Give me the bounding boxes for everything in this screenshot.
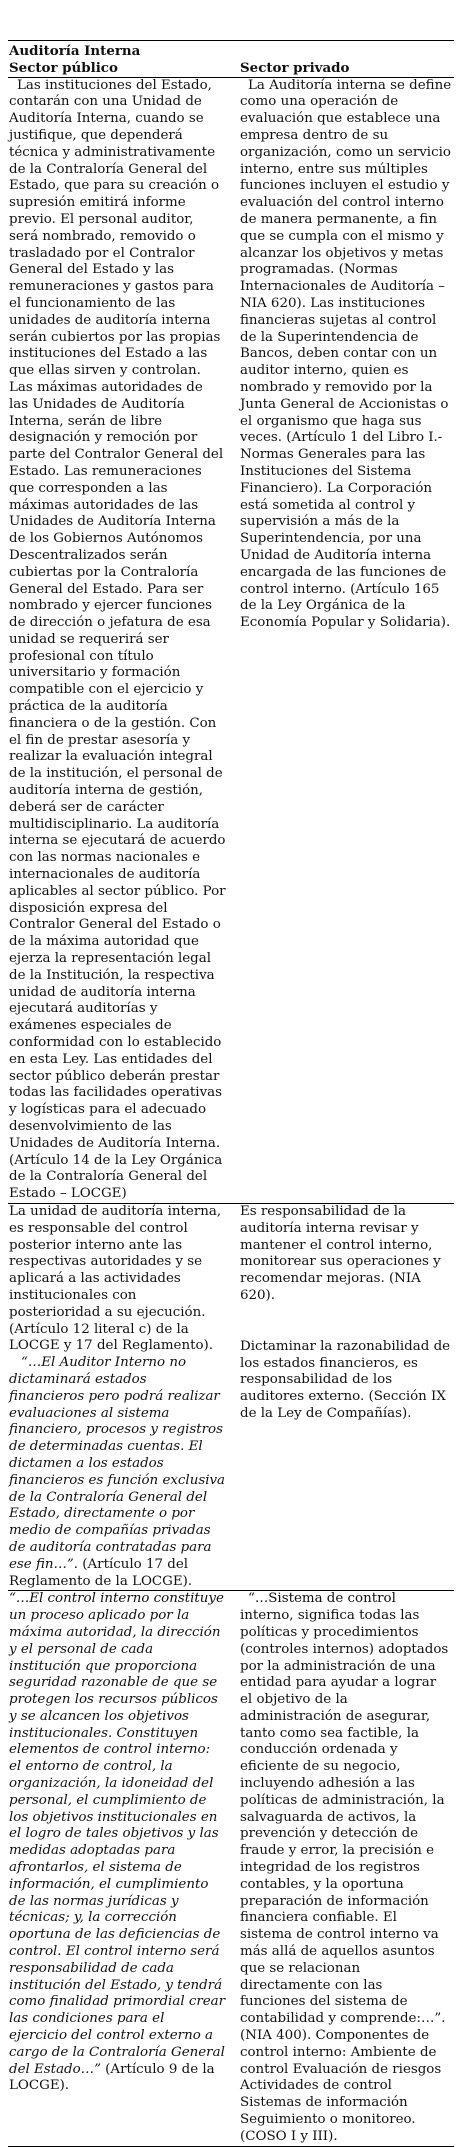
cell-private xyxy=(228,77,454,1203)
paragraph: La Auditoría interna se define como una operación de evaluación que establece una empresa dentro de su organización, como un servicio interno, entre sus múltiples funciones incluyen el estudio y evaluación del control interno de manera permanente, a fin que se cumpla con el mismo y alcanzar los objetivos y metas programadas. (Normas Internacionales de Auditoría – NIA 620). Las instituciones financieras sujetas al control de la Superintendencia de Bancos, deben contar con un auditor interno, quien es nombrado y removido por la Junta General de Accionistas o el organismo que haga sus veces. (Artículo 1 del Libro I.- Normas Generales para las Instituciones del Sistema Financiero). La Corporación está sometida al control y supervisión a más de la Superintendencia, por una Unidad de Auditoría interna encargada de las funciones de control interno. (Artículo 165 de la Ley Orgánica de la Economía Popular y Solidaria). xyxy=(240,77,452,631)
cell-private xyxy=(228,1203,454,1590)
column-header-private: Sector privado xyxy=(228,60,454,77)
citation-text: (Artículo 17 del Reglamento de la LOCGE). xyxy=(9,1556,193,1589)
cell-public xyxy=(8,1591,228,2146)
cell-public xyxy=(8,1203,228,1590)
cell-private xyxy=(228,1591,454,2146)
table-title-row xyxy=(8,41,454,60)
comparison-table xyxy=(8,40,454,2147)
quote-text: “…El Auditor Interno no dictaminará estados financieros pero podrá realizar evaluaciones al sistema financiero, procesos y registros de determinadas cuentas. El dictamen a los estados financieros es función exclusiva de la Contraloría General del Estado, directamente o por medio de compañías privadas de auditoría contratadas para ese fin…”. xyxy=(9,1355,226,1572)
document xyxy=(8,40,454,2147)
table-row xyxy=(8,1203,454,1590)
quote-text: “…El control interno constituye un proceso aplicado por la máxima autoridad, la dirección y el personal de cada institución que proporciona seguridad razonable de que se protegen los recursos públicos y se alcancen los objetivos institucionales. Constituyen elementos de control interno: el entorno de control, la organización, la idoneidad del personal, el cumplimiento de los objetivos institucionales en el logro de tales objetivos y las medidas adoptadas para afrontarlos, el sistema de información, el cumplimiento de las normas jurídicas y técnicas; y, la corrección oportuna de las deficiencias de control. El control interno será responsabilidad de cada institución del Estado, y tendrá como finalidad primordial crear las condiciones para el ejercicio del control externo a cargo de la Contraloría General del Estado…” xyxy=(9,1591,226,2077)
paragraph xyxy=(9,1355,226,1590)
cell-public xyxy=(8,77,228,1203)
column-header-public: Sector público xyxy=(8,60,228,77)
citation-text: (Artículo 9 de la LOCGE). xyxy=(9,2061,215,2094)
paragraph: Las instituciones del Estado, contarán con una Unidad de Auditoría Interna, cuando se justifique, que dependerá técnica y administrativamente de la Contraloría General del Estado, que para su creación o supresión emitirá informe previo. El personal auditor, será nombrado, removido o trasladado por el Contralor General del Estado y las remuneraciones y gastos para el funcionamiento de las unidades de auditoría interna serán cubiertos por las propias instituciones del Estado a las que ellas sirven y controlan. Las máximas autoridades de las Unidades de Auditoría Interna, serán de libre designación y remoción por parte del Contralor General del Estado. Las remuneraciones que corresponden a las máximas autoridades de las Unidades de Auditoría Interna de los Gobiernos Autónomos Descentralizados serán cubiertas por la Contraloría General del Estado. Para ser nombrado y ejercer funciones de dirección o jefatura de esa unidad se requerirá ser profesional con título universitario y formación compatible con el ejercicio y práctica de la auditoría financiera o de la gestión. Con el fin de prestar asesoría y realizar la evaluación integral de la institución, el personal de auditoría interna de gestión, deberá ser de carácter multidisciplinario. La auditoría interna se ejecutará de acuerdo con las normas nacionales e internacionales de auditoría aplicables al sector público. Por disposición expresa del Contralor General del Estado o de la máxima autoridad que ejerza la representación legal de la Institución, la respectiva unidad de auditoría interna ejecutará auditorías y exámenes especiales de conformidad con lo establecido en esta Ley. Las entidades del sector público deberán prestar todas las facilidades operativas y logísticas para el adecuado desenvolvimiento de las Unidades de Auditoría Interna. (Artículo 14 de la Ley Orgánica de la Contraloría General del Estado – LOCGE) xyxy=(9,77,226,1202)
paragraph: “…Sistema de control interno, significa todas las políticas y procedimientos (controles internos) adoptados por la administración de una entidad para ayudar a lograr el objetivo de la administración de asegurar, tanto como sea factible, la conducción ordenada y eficiente de su negocio, incluyendo adhesión a las políticas de administración, la salvaguarda de activos, la prevención y detección de fraude y error, la precisión e integridad de los registros contables, y la oportuna preparación de información financiera confiable. El sistema de control interno va más allá de aquellos asuntos que se relacionan directamente con las funciones del sistema de contabilidad y comprende:…”. (NIA 400). Componentes de control interno: Ambiente de control Evaluación de riesgos Actividades de control Sistemas de información Seguimiento o monitoreo. (COSO I y III). xyxy=(240,1591,449,2144)
table-row xyxy=(8,77,454,1203)
paragraph: Dictaminar la razonabilidad de los estados financieros, es responsabilidad de los auditores externo. (Sección IX de la Ley de Compañías). xyxy=(240,1338,451,1421)
paragraph: La unidad de auditoría interna, es responsable del control posterior interno ante las respectivas autoridades y se aplicará a las actividades institucionales con posterioridad a su ejecución. (Artículo 12 literal c) de la LOCGE y 17 del Reglamento). xyxy=(9,1203,222,1354)
table-title: Auditoría Interna xyxy=(8,41,454,60)
table-header-row xyxy=(8,60,454,77)
paragraph xyxy=(9,1591,226,2095)
paragraph: Es responsabilidad de la auditoría interna revisar y mantener el control interno, monitorear sus operaciones y recomendar mejoras. (NIA 620). xyxy=(240,1203,441,1303)
table-row xyxy=(8,1591,454,2146)
